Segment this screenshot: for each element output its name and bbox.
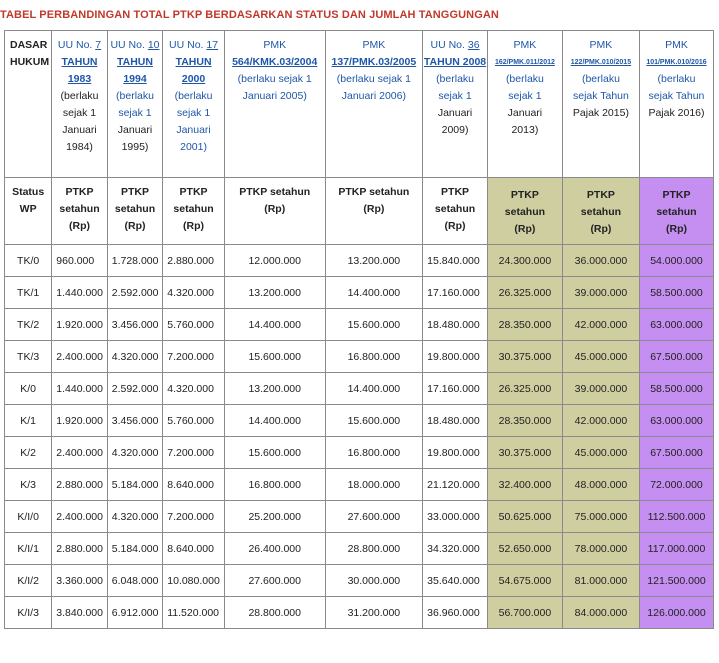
table-row <box>5 373 714 405</box>
ptkp-value-cell: 1.440.000 <box>52 373 107 405</box>
ptkp-header: PTKP setahun (Rp) <box>562 178 639 245</box>
ptkp-value-cell: 16.800.000 <box>325 341 423 373</box>
ptkp-value-cell: 28.800.000 <box>325 533 423 565</box>
ptkp-value-cell: 25.200.000 <box>224 501 325 533</box>
ptkp-value-cell: 3.840.000 <box>52 597 107 629</box>
ptkp-value-cell: 39.000.000 <box>562 373 639 405</box>
ptkp-value-cell: 1.440.000 <box>52 277 107 309</box>
ptkp-value-cell: 28.350.000 <box>487 309 562 341</box>
ptkp-value-cell: 19.800.000 <box>423 341 488 373</box>
status-cell: K/0 <box>5 373 52 405</box>
ptkp-value-cell: 19.800.000 <box>423 437 488 469</box>
ptkp-value-cell: 63.000.000 <box>639 405 713 437</box>
ptkp-value-cell: 72.000.000 <box>639 469 713 501</box>
table-row <box>5 309 714 341</box>
ptkp-comparison-table <box>4 30 714 629</box>
ptkp-value-cell: 6.048.000 <box>107 565 162 597</box>
ptkp-value-cell: 6.912.000 <box>107 597 162 629</box>
ptkp-value-cell: 15.600.000 <box>325 405 423 437</box>
law-link[interactable]: 122/PMK.010/2015 <box>570 59 632 66</box>
ptkp-value-cell: 13.200.000 <box>224 277 325 309</box>
ptkp-value-cell: 14.400.000 <box>224 405 325 437</box>
ptkp-value-cell: 16.800.000 <box>325 437 423 469</box>
ptkp-value-cell: 2.400.000 <box>52 437 107 469</box>
ptkp-value-cell: 30.000.000 <box>325 565 423 597</box>
ptkp-value-cell: 960.000 <box>52 245 107 277</box>
ptkp-value-cell: 33.000.000 <box>423 501 488 533</box>
ptkp-header: PTKP setahun (Rp) <box>639 178 713 245</box>
ptkp-value-cell: 81.000.000 <box>562 565 639 597</box>
ptkp-value-cell: 4.320.000 <box>107 437 162 469</box>
table-row <box>5 341 714 373</box>
ptkp-value-cell: 15.600.000 <box>325 309 423 341</box>
ptkp-value-cell: 50.625.000 <box>487 501 562 533</box>
ptkp-value-cell: 2.400.000 <box>52 501 107 533</box>
ptkp-value-cell: 78.000.000 <box>562 533 639 565</box>
ptkp-value-cell: 16.800.000 <box>224 469 325 501</box>
ptkp-value-cell: 121.500.000 <box>639 565 713 597</box>
ptkp-value-cell: 2.592.000 <box>107 277 162 309</box>
status-cell: TK/0 <box>5 245 52 277</box>
legal-basis-header: DASAR HUKUM <box>5 31 52 178</box>
ptkp-value-cell: 14.400.000 <box>325 277 423 309</box>
ptkp-value-cell: 3.456.000 <box>107 309 162 341</box>
ptkp-value-cell: 8.640.000 <box>163 533 225 565</box>
ptkp-value-cell: 58.500.000 <box>639 373 713 405</box>
ptkp-value-cell: 4.320.000 <box>163 373 225 405</box>
law-link[interactable]: TAHUN 1994 <box>117 56 153 85</box>
ptkp-value-cell: 2.880.000 <box>52 533 107 565</box>
status-cell: K/I/3 <box>5 597 52 629</box>
table-row <box>5 533 714 565</box>
column-header-uu17-2000: UU No. 17 TAHUN 2000 (berlaku sejak 1 Januari 2001) <box>163 31 225 178</box>
ptkp-value-cell: 42.000.000 <box>562 309 639 341</box>
ptkp-header: PTKP setahun (Rp) <box>163 178 225 245</box>
table-row <box>5 597 714 629</box>
law-link[interactable]: 10 <box>147 39 160 51</box>
ptkp-value-cell: 27.600.000 <box>224 565 325 597</box>
ptkp-value-cell: 17.160.000 <box>423 373 488 405</box>
ptkp-value-cell: 67.500.000 <box>639 437 713 469</box>
column-header-pmk-564-2004: PMK 564/KMK.03/2004 (berlaku sejak 1 Januari 2005) <box>224 31 325 178</box>
ptkp-value-cell: 13.200.000 <box>224 373 325 405</box>
table-row <box>5 245 714 277</box>
ptkp-value-cell: 63.000.000 <box>639 309 713 341</box>
ptkp-value-cell: 21.120.000 <box>423 469 488 501</box>
column-header-pmk-101-2016: PMK 101/PMK.010/2016 (berlaku sejak Tahun Pajak 2016) <box>639 31 713 178</box>
ptkp-value-cell: 2.592.000 <box>107 373 162 405</box>
ptkp-value-cell: 12.000.000 <box>224 245 325 277</box>
ptkp-value-cell: 5.760.000 <box>163 309 225 341</box>
ptkp-value-cell: 13.200.000 <box>325 245 423 277</box>
ptkp-value-cell: 28.800.000 <box>224 597 325 629</box>
ptkp-header: PTKP setahun (Rp) <box>107 178 162 245</box>
page-title: TABEL PERBANDINGAN TOTAL PTKP BERDASARKAN STATUS DAN JUMLAH TANGGUNGAN <box>0 9 499 21</box>
table-row <box>5 501 714 533</box>
ptkp-value-cell: 11.520.000 <box>163 597 225 629</box>
ptkp-value-cell: 54.000.000 <box>639 245 713 277</box>
ptkp-value-cell: 4.320.000 <box>107 341 162 373</box>
ptkp-value-cell: 30.375.000 <box>487 437 562 469</box>
ptkp-value-cell: 26.400.000 <box>224 533 325 565</box>
ptkp-header: PTKP setahun (Rp) <box>325 178 423 245</box>
law-link[interactable]: TAHUN 1983 <box>61 56 98 85</box>
table-row <box>5 405 714 437</box>
column-header-pmk-162-2012: PMK 162/PMK.011/2012 (berlaku sejak 1 Januari 2013) <box>487 31 562 178</box>
law-link[interactable]: 564/KMK.03/2004 <box>232 56 318 68</box>
ptkp-value-cell: 24.300.000 <box>487 245 562 277</box>
status-wp-header: Status WP <box>5 178 52 245</box>
ptkp-value-cell: 8.640.000 <box>163 469 225 501</box>
status-cell: K/1 <box>5 405 52 437</box>
ptkp-value-cell: 30.375.000 <box>487 341 562 373</box>
ptkp-value-cell: 2.400.000 <box>52 341 107 373</box>
column-header-uu10-1994: UU No. 10 TAHUN 1994 (berlaku sejak 1 Januari 1995) <box>107 31 162 178</box>
ptkp-value-cell: 35.640.000 <box>423 565 488 597</box>
column-header-pmk-122-2015: PMK 122/PMK.010/2015 (berlaku sejak Tahun Pajak 2015) <box>562 31 639 178</box>
ptkp-value-cell: 28.350.000 <box>487 405 562 437</box>
ptkp-value-cell: 4.320.000 <box>163 277 225 309</box>
ptkp-header: PTKP setahun (Rp) <box>487 178 562 245</box>
ptkp-value-cell: 32.400.000 <box>487 469 562 501</box>
ptkp-value-cell: 15.600.000 <box>224 437 325 469</box>
column-header-uu36-2008: UU No. 36 TAHUN 2008 (berlaku sejak 1 Januari 2009) <box>423 31 488 178</box>
ptkp-value-cell: 17.160.000 <box>423 277 488 309</box>
status-cell: K/I/0 <box>5 501 52 533</box>
ptkp-value-cell: 26.325.000 <box>487 277 562 309</box>
ptkp-value-cell: 18.480.000 <box>423 309 488 341</box>
ptkp-value-cell: 5.184.000 <box>107 533 162 565</box>
ptkp-value-cell: 14.400.000 <box>224 309 325 341</box>
ptkp-value-cell: 18.000.000 <box>325 469 423 501</box>
ptkp-value-cell: 15.600.000 <box>224 341 325 373</box>
table-row <box>5 277 714 309</box>
ptkp-value-cell: 31.200.000 <box>325 597 423 629</box>
ptkp-header: PTKP setahun (Rp) <box>423 178 488 245</box>
table-row <box>5 437 714 469</box>
ptkp-value-cell: 48.000.000 <box>562 469 639 501</box>
ptkp-value-cell: 36.960.000 <box>423 597 488 629</box>
ptkp-value-cell: 126.000.000 <box>639 597 713 629</box>
law-link[interactable]: 7 <box>95 39 102 51</box>
ptkp-value-cell: 112.500.000 <box>639 501 713 533</box>
ptkp-value-cell: 2.880.000 <box>163 245 225 277</box>
status-cell: K/3 <box>5 469 52 501</box>
status-cell: TK/2 <box>5 309 52 341</box>
ptkp-value-cell: 5.184.000 <box>107 469 162 501</box>
ptkp-value-cell: 3.360.000 <box>52 565 107 597</box>
column-header-pmk-137-2005: PMK 137/PMK.03/2005 (berlaku sejak 1 Januari 2006) <box>325 31 423 178</box>
ptkp-value-cell: 1.920.000 <box>52 405 107 437</box>
ptkp-value-cell: 1.920.000 <box>52 309 107 341</box>
ptkp-value-cell: 5.760.000 <box>163 405 225 437</box>
law-link[interactable]: 162/PMK.011/2012 <box>494 59 555 66</box>
ptkp-value-cell: 54.675.000 <box>487 565 562 597</box>
status-cell: K/I/1 <box>5 533 52 565</box>
status-cell: TK/3 <box>5 341 52 373</box>
law-link[interactable]: 137/PMK.03/2005 <box>331 56 417 68</box>
ptkp-value-cell: 7.200.000 <box>163 341 225 373</box>
ptkp-value-cell: 26.325.000 <box>487 373 562 405</box>
legal-basis-row <box>5 31 714 178</box>
ptkp-value-cell: 45.000.000 <box>562 437 639 469</box>
ptkp-value-cell: 52.650.000 <box>487 533 562 565</box>
law-link[interactable]: 36 <box>467 39 480 51</box>
ptkp-value-cell: 7.200.000 <box>163 437 225 469</box>
status-cell: K/2 <box>5 437 52 469</box>
ptkp-value-cell: 117.000.000 <box>639 533 713 565</box>
law-link[interactable]: TAHUN 2008 <box>423 56 487 68</box>
ptkp-value-cell: 45.000.000 <box>562 341 639 373</box>
ptkp-value-cell: 10.080.000 <box>163 565 225 597</box>
column-header-uu7-1983: UU No. 7 TAHUN 1983 (berlaku sejak 1 Januari 1984) <box>52 31 107 178</box>
ptkp-value-cell: 75.000.000 <box>562 501 639 533</box>
ptkp-value-cell: 36.000.000 <box>562 245 639 277</box>
ptkp-value-cell: 2.880.000 <box>52 469 107 501</box>
law-link[interactable]: 101/PMK.010/2016 <box>646 59 707 66</box>
ptkp-value-cell: 15.840.000 <box>423 245 488 277</box>
table-row <box>5 565 714 597</box>
law-link[interactable]: 17 <box>206 39 219 51</box>
ptkp-value-cell: 67.500.000 <box>639 341 713 373</box>
ptkp-value-cell: 34.320.000 <box>423 533 488 565</box>
status-cell: K/I/2 <box>5 565 52 597</box>
status-cell: TK/1 <box>5 277 52 309</box>
ptkp-header: PTKP setahun (Rp) <box>52 178 107 245</box>
ptkp-value-cell: 18.480.000 <box>423 405 488 437</box>
ptkp-value-cell: 27.600.000 <box>325 501 423 533</box>
ptkp-value-cell: 39.000.000 <box>562 277 639 309</box>
ptkp-header: PTKP setahun (Rp) <box>224 178 325 245</box>
ptkp-value-cell: 84.000.000 <box>562 597 639 629</box>
ptkp-value-cell: 7.200.000 <box>163 501 225 533</box>
ptkp-value-cell: 1.728.000 <box>107 245 162 277</box>
ptkp-value-cell: 58.500.000 <box>639 277 713 309</box>
ptkp-value-cell: 3.456.000 <box>107 405 162 437</box>
ptkp-value-cell: 4.320.000 <box>107 501 162 533</box>
ptkp-value-cell: 14.400.000 <box>325 373 423 405</box>
law-link[interactable]: TAHUN 2000 <box>175 56 212 85</box>
ptkp-header-row <box>5 178 714 245</box>
ptkp-value-cell: 56.700.000 <box>487 597 562 629</box>
ptkp-value-cell: 42.000.000 <box>562 405 639 437</box>
table-row <box>5 469 714 501</box>
